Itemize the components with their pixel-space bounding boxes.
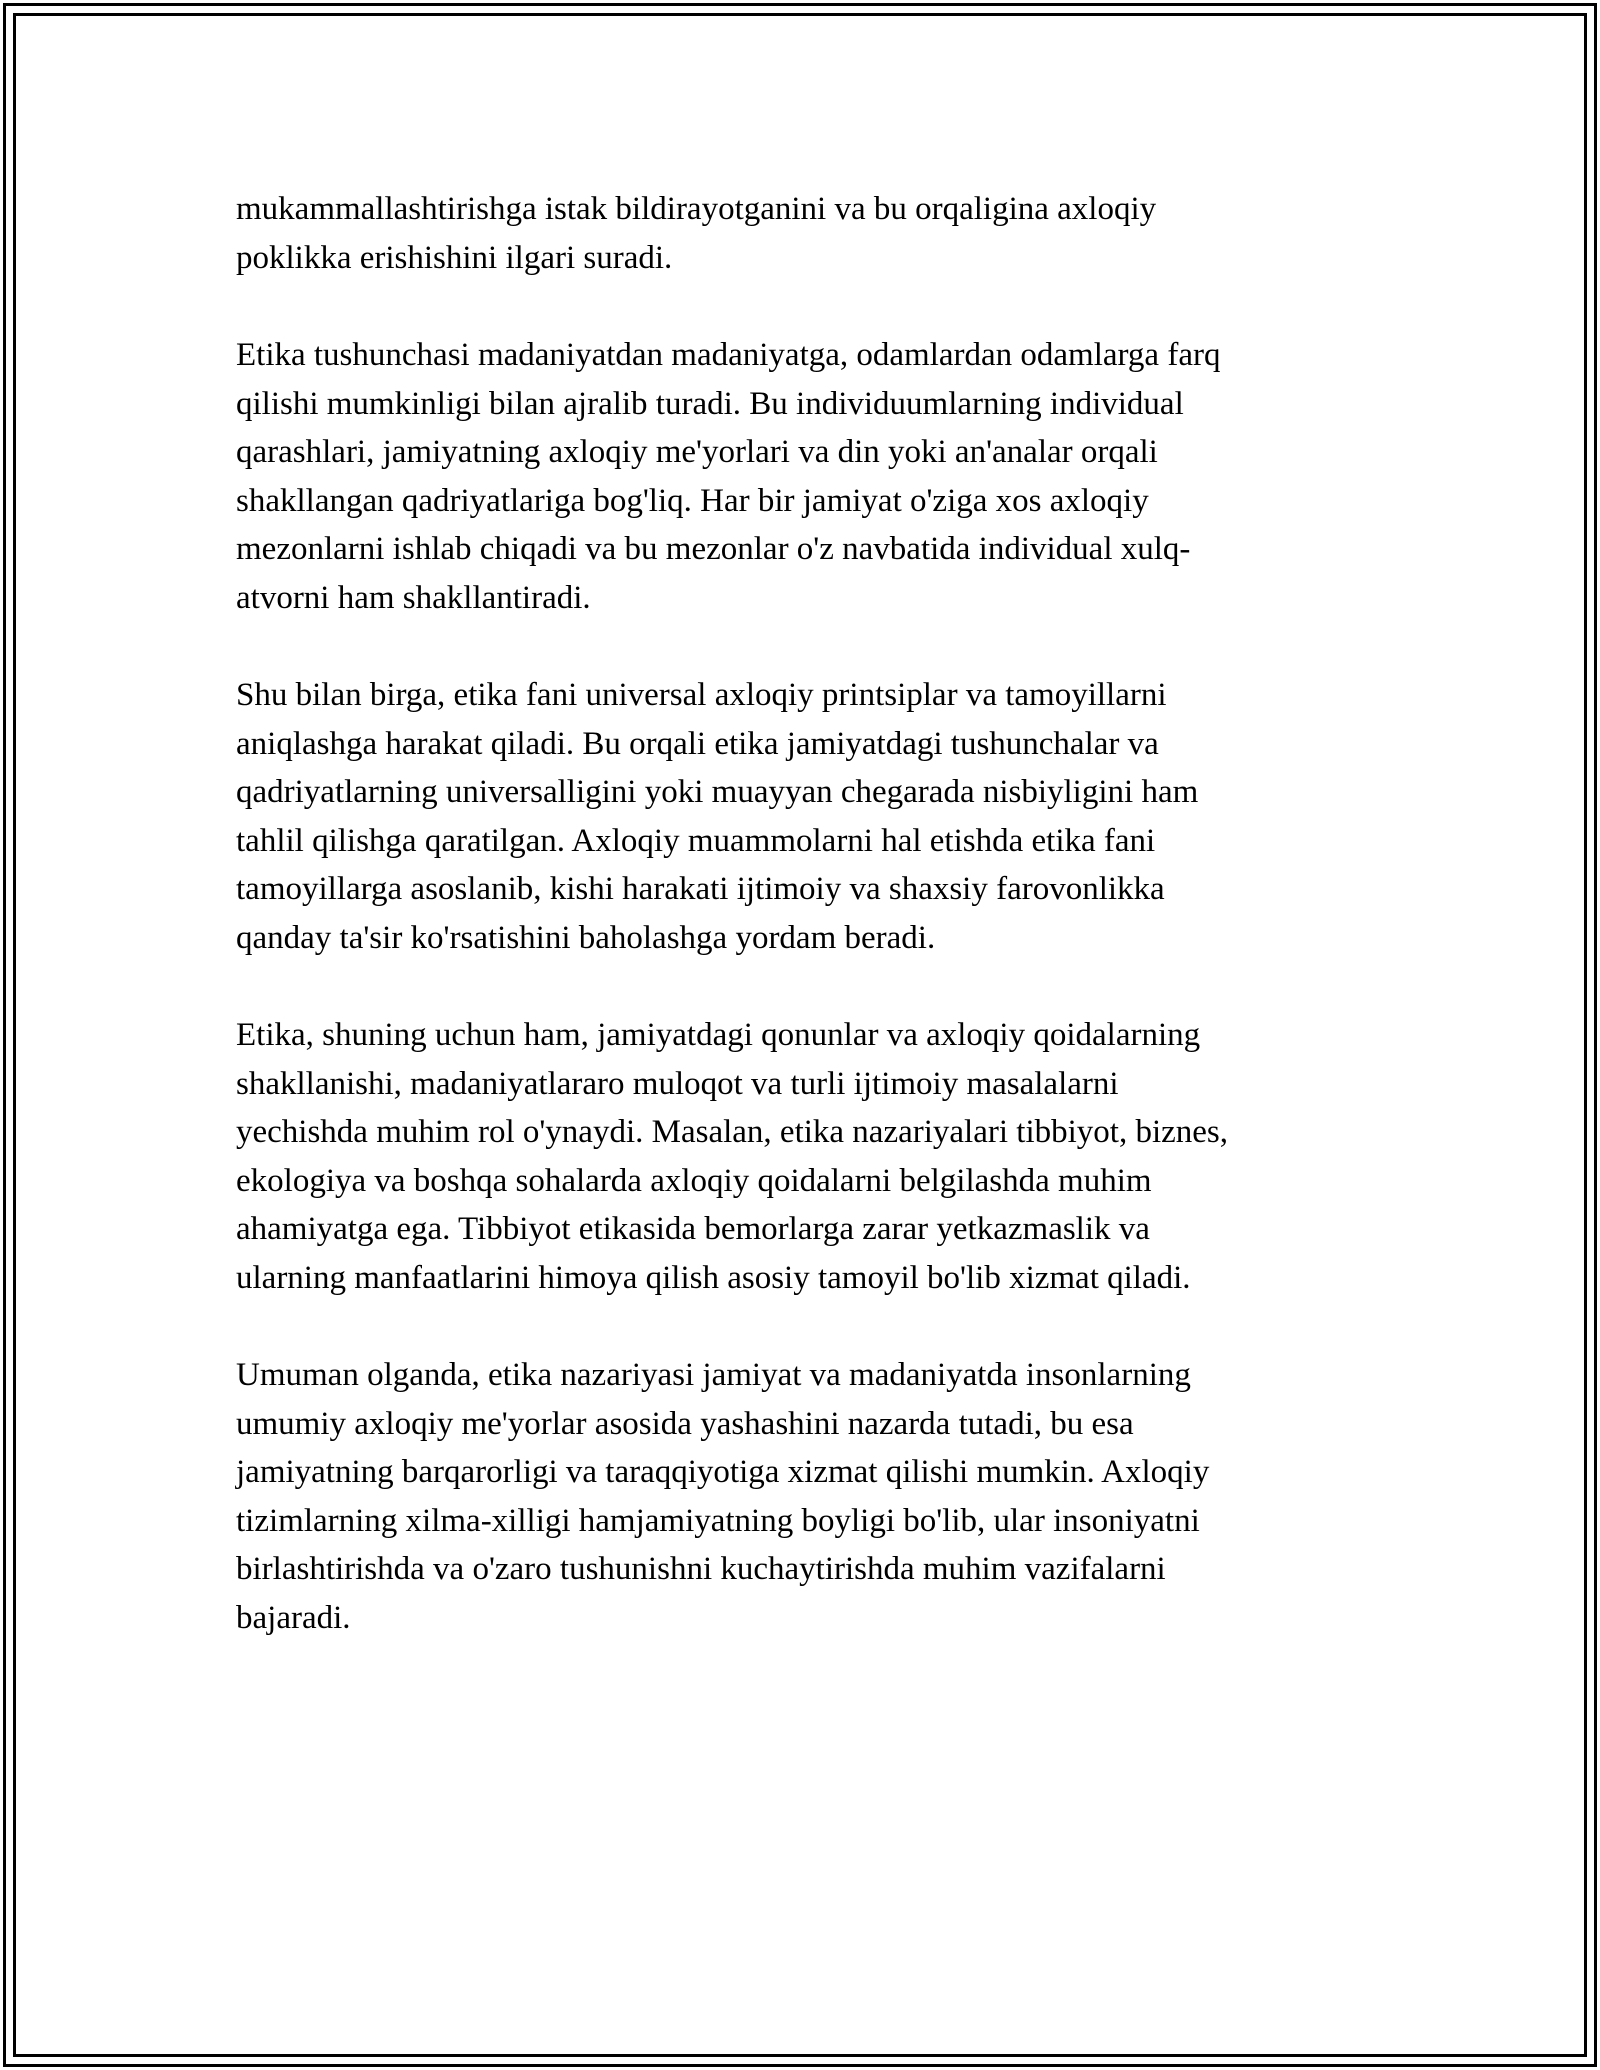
text-line: tamoyillarga asoslanib, kishi harakati ijtimoiy va shaxsiy farovonlikka [236,871,1165,907]
text-line: Umuman olganda, etika nazariyasi jamiyat va madaniyatda insonlarning [236,1357,1191,1393]
text-line: tahlil qilishga qaratilgan. Axloqiy muammolarni hal etishda etika fani [236,822,1156,859]
text-line: Shu bilan birga, etika fani universal axloqiy printsiplar va tamoyillarni [236,677,1167,713]
text-line: mezonlarni ishlab chiqadi va bu mezonlar o'z navbatida individual xulq- [236,531,1191,567]
document-body [236,185,1366,1691]
text-line: mukammallashtirishga istak bildirayotganini va bu orqaligina axloqiy [236,191,1157,227]
paragraph-2 [236,331,1366,622]
text-line: ularning manfaatlarini himoya qilish asosiy tamoyil bo'lib xizmat qiladi. [236,1259,1191,1296]
paragraph-1 [236,185,1366,282]
text-line: atvorni ham shakllantiradi. [236,579,591,616]
text-line: birlashtirishda va o'zaro tushunishni kuchaytirishda muhim vazifalarni [236,1551,1166,1587]
text-line: bajaradi. [236,1599,351,1636]
text-line: ekologiya va boshqa sohalarda axloqiy qoidalarni belgilashda muhim [236,1162,1152,1199]
text-line: aniqlashga harakat qiladi. Bu orqali etika jamiyatdagi tushunchalar va [236,725,1159,762]
text-line: jamiyatning barqarorligi va taraqqiyotiga xizmat qilishi mumkin. Axloqiy [236,1454,1210,1490]
text-line: qarashlari, jamiyatning axloqiy me'yorlari va din yoki an'analar orqali [236,434,1158,470]
text-line: qadriyatlarning universalligini yoki muayyan chegarada nisbiyligini ham [236,774,1199,810]
paragraph-3 [236,671,1366,962]
text-line: umumiy axloqiy me'yorlar asosida yashashini nazarda tutadi, bu esa [236,1405,1134,1442]
text-line: yechishda muhim rol o'ynaydi. Masalan, etika nazariyalari tibbiyot, biznes, [236,1114,1228,1150]
text-line: tizimlarning xilma-xilligi hamjamiyatning boyligi bo'lib, ular insoniyatni [236,1502,1200,1539]
text-line: shakllanishi, madaniyatlararo muloqot va turli ijtimoiy masalalarni [236,1065,1119,1102]
paragraph-5 [236,1351,1366,1642]
text-line: qanday ta'sir ko'rsatishini baholashga yordam beradi. [236,919,936,956]
paragraph-4 [236,1011,1366,1302]
text-line: Etika, shuning uchun ham, jamiyatdagi qonunlar va axloqiy qoidalarning [236,1017,1201,1053]
text-line: shakllangan qadriyatlariga bog'liq. Har bir jamiyat o'ziga xos axloqiy [236,482,1149,519]
text-line: qilishi mumkinligi bilan ajralib turadi. Bu individuumlarning individual [236,385,1184,422]
text-line: ahamiyatga ega. Tibbiyot etikasida bemorlarga zarar yetkazmaslik va [236,1211,1150,1247]
text-line: Etika tushunchasi madaniyatdan madaniyatga, odamlardan odamlarga farq [236,337,1221,373]
text-line: poklikka erishishini ilgari suradi. [236,239,673,276]
